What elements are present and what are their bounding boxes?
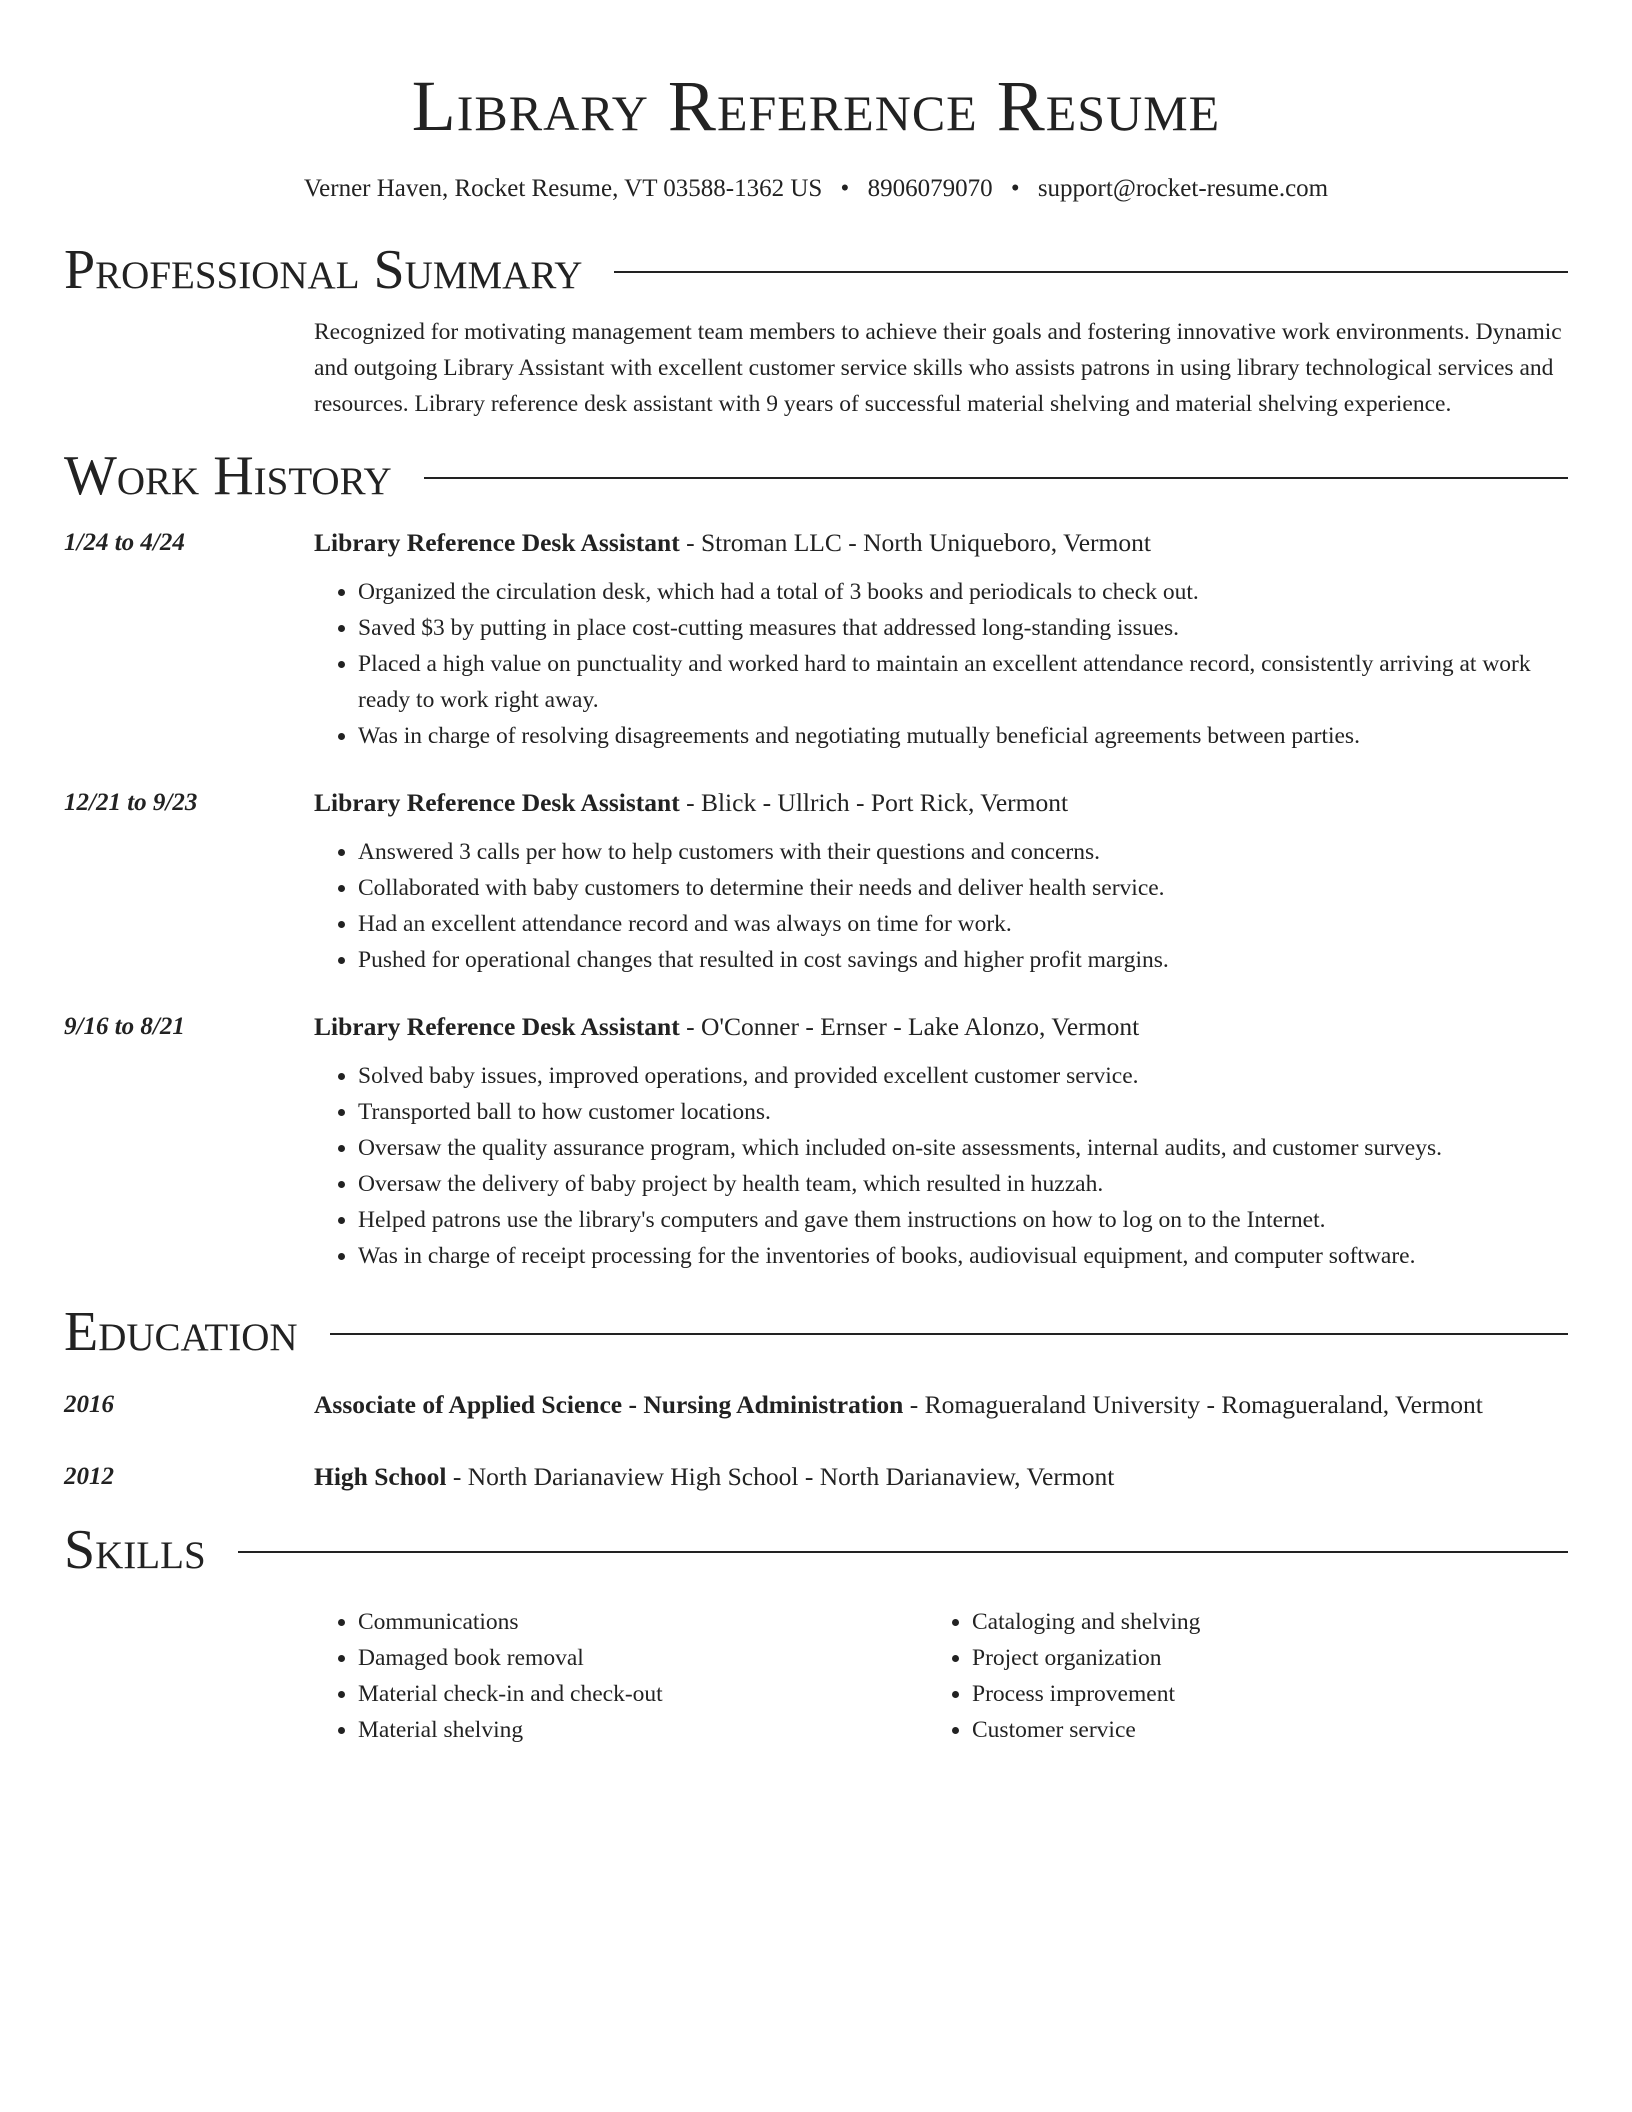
list-item: • Helped patrons use the library's computers and gave them instructions on how to log on to the Internet. bbox=[358, 1202, 1568, 1238]
contact-address: Verner Haven, Rocket Resume, VT 03588-1362 US bbox=[303, 175, 823, 202]
job-entry bbox=[64, 526, 1568, 754]
job-dates: 1/24 to 4/24 bbox=[64, 529, 185, 556]
job-entry bbox=[64, 1010, 1568, 1274]
skills-list bbox=[314, 1604, 1568, 1748]
job-employer: - Blick - Ullrich - Port Rick, Vermont bbox=[679, 788, 1069, 817]
list-item: • Was in charge of resolving disagreements and negotiating mutually beneficial agreements between parties. bbox=[358, 718, 1568, 754]
job-employer: - Stroman LLC - North Uniqueboro, Vermont bbox=[679, 528, 1151, 557]
education-year: 2012 bbox=[64, 1463, 114, 1490]
list-item: • Was in charge of receipt processing for the inventories of books, audiovisual equipment, and computer software. bbox=[358, 1238, 1568, 1274]
section-divider bbox=[330, 1333, 1568, 1335]
job-bullets bbox=[314, 574, 1568, 754]
list-item: • Saved $3 by putting in place cost-cutting measures that addressed long-standing issues. bbox=[358, 610, 1568, 646]
section-divider bbox=[238, 1551, 1568, 1553]
list-item: • Had an excellent attendance record and was always on time for work. bbox=[358, 906, 1568, 942]
education-entry bbox=[64, 1460, 1568, 1494]
education-entry bbox=[64, 1388, 1568, 1422]
section-header-work bbox=[64, 444, 1568, 508]
list-item: • Pushed for operational changes that resulted in cost savings and higher profit margins. bbox=[358, 942, 1568, 978]
skill-item: • Project organization bbox=[972, 1640, 1542, 1676]
job-heading bbox=[314, 526, 1568, 560]
job-title: Library Reference Desk Assistant bbox=[314, 1012, 680, 1041]
section-divider bbox=[614, 271, 1568, 273]
education-degree: High School bbox=[314, 1462, 447, 1491]
skill-item: • Cataloging and shelving bbox=[972, 1604, 1542, 1640]
job-dates: 9/16 to 8/21 bbox=[64, 1013, 185, 1040]
skill-item: • Damaged book removal bbox=[358, 1640, 928, 1676]
skill-item: • Material check-in and check-out bbox=[358, 1676, 928, 1712]
page-title: Library Reference Resume bbox=[411, 66, 1221, 146]
job-entry bbox=[64, 786, 1568, 978]
job-heading bbox=[314, 786, 1568, 820]
section-title-skills: Skills bbox=[64, 1519, 206, 1581]
education-school: - North Darianaview High School - North Darianaview, Vermont bbox=[446, 1462, 1115, 1491]
section-title-work: Work History bbox=[64, 445, 392, 507]
education-heading bbox=[314, 1388, 1568, 1422]
job-title: Library Reference Desk Assistant bbox=[314, 788, 680, 817]
skill-item: • Material shelving bbox=[358, 1712, 928, 1748]
resume-page bbox=[64, 0, 1568, 1748]
skills-column-left bbox=[314, 1604, 928, 1748]
list-item: • Answered 3 calls per how to help customers with their questions and concerns. bbox=[358, 834, 1568, 870]
list-item: • Transported ball to how customer locations. bbox=[358, 1094, 1568, 1130]
list-item: • Collaborated with baby customers to determine their needs and deliver health service. bbox=[358, 870, 1568, 906]
job-heading bbox=[314, 1010, 1568, 1044]
list-item: • Oversaw the quality assurance program, which included on-site assessments, internal audits, and customer surveys. bbox=[358, 1130, 1568, 1166]
list-item: • Solved baby issues, improved operations, and provided excellent customer service. bbox=[358, 1058, 1568, 1094]
education-heading bbox=[314, 1460, 1568, 1494]
job-bullets bbox=[314, 1058, 1568, 1274]
contact-separator: • bbox=[840, 175, 850, 202]
contact-email: support@rocket-resume.com bbox=[1037, 175, 1329, 202]
section-header-skills bbox=[64, 1518, 1568, 1582]
job-employer: - O'Conner - Ernser - Lake Alonzo, Vermont bbox=[679, 1012, 1140, 1041]
contact-phone: 8906079070 bbox=[867, 175, 993, 202]
list-item: • Organized the circulation desk, which had a total of 3 books and periodicals to check out. bbox=[358, 574, 1568, 610]
section-divider bbox=[424, 477, 1568, 479]
education-school: - Romagueraland University - Romagueraland, Vermont bbox=[903, 1390, 1483, 1419]
job-bullets bbox=[314, 834, 1568, 978]
summary-text: Recognized for motivating management team members to achieve their goals and fostering innovative work environments. Dynamic and outgoing Library Assistant with excellent customer service skills who assists patrons in using library technological services and resources. Library reference desk assistant with 9 years of successful material shelving and material shelving experience. bbox=[314, 319, 1562, 417]
skill-item: • Process improvement bbox=[972, 1676, 1542, 1712]
job-dates: 12/21 to 9/23 bbox=[64, 789, 198, 816]
section-title-education: Education bbox=[64, 1301, 298, 1363]
skill-item: • Customer service bbox=[972, 1712, 1542, 1748]
skills-column-right bbox=[928, 1604, 1542, 1748]
contact-line bbox=[64, 174, 1568, 204]
section-title-summary: Professional Summary bbox=[64, 239, 583, 301]
list-item: • Placed a high value on punctuality and worked hard to maintain an excellent attendance record, consistently arriving at work ready to work right away. bbox=[358, 646, 1568, 718]
list-item: • Oversaw the delivery of baby project by health team, which resulted in huzzah. bbox=[358, 1166, 1568, 1202]
education-degree: Associate of Applied Science - Nursing Administration bbox=[314, 1390, 904, 1419]
job-title: Library Reference Desk Assistant bbox=[314, 528, 680, 557]
section-header-education bbox=[64, 1300, 1568, 1364]
education-year: 2016 bbox=[64, 1391, 114, 1418]
skill-item: • Communications bbox=[358, 1604, 928, 1640]
section-header-summary bbox=[64, 238, 1568, 302]
contact-separator: • bbox=[1010, 175, 1020, 202]
